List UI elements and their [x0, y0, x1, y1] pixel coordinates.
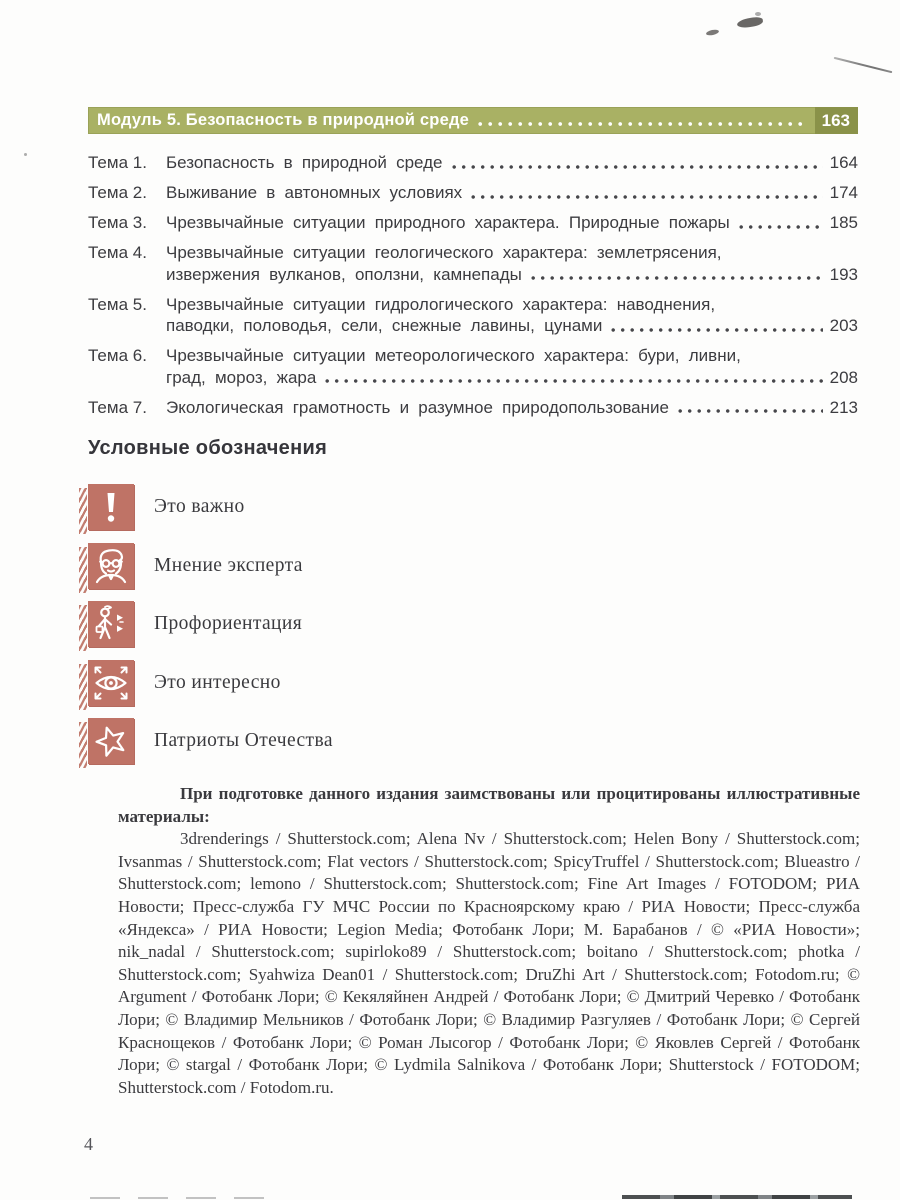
toc-item-page-number: 174 — [829, 183, 858, 202]
toc-item-label: Тема 1. — [88, 153, 147, 172]
dot-leader — [325, 375, 822, 384]
toc-item — [88, 182, 858, 204]
dot-leader — [471, 191, 822, 200]
credits-block — [118, 783, 860, 1099]
toc-item — [88, 212, 858, 234]
fringe-decoration — [79, 605, 87, 651]
fringe-decoration — [79, 722, 87, 768]
toc-item-label: Тема 5. — [88, 294, 147, 314]
dot-leader — [739, 221, 823, 230]
scan-edge-mark — [622, 1195, 852, 1199]
toc-item — [88, 242, 858, 285]
toc-item-label: Тема 3. — [88, 213, 147, 232]
pen-scratch-line — [834, 57, 893, 73]
toc-item-page-number: 193 — [829, 264, 858, 284]
toc-item-lastline — [166, 367, 858, 389]
toc-item-lastline — [166, 182, 858, 204]
toc-item-line: Чрезвычайные ситуации метеорологического характера: бури, ливни, — [166, 346, 741, 365]
expert-face-icon — [88, 543, 134, 589]
toc-item-label: Тема 7. — [88, 397, 147, 417]
toc-item-title — [166, 345, 858, 388]
module-title: Модуль 5. Безопасность в природной среде — [97, 111, 470, 129]
page-number: 4 — [84, 1134, 93, 1154]
toc-item-title — [166, 294, 858, 337]
scan-speck — [24, 153, 27, 156]
toc-item-line: Безопасность в природной среде — [166, 153, 443, 172]
toc-item-list — [88, 152, 858, 418]
legend-item-label: Мнение эксперта — [154, 554, 303, 576]
pen-smudge-mark — [737, 16, 764, 29]
toc-item-line: Экологическая грамотность и разумное природопользование — [166, 397, 669, 417]
toc-item-title — [166, 397, 858, 419]
dot-leader — [531, 272, 823, 281]
toc-item-title — [166, 182, 858, 204]
legend-item — [88, 718, 858, 764]
toc-item-line: Выживание в автономных условиях — [166, 183, 463, 202]
pen-smudge-mark — [706, 29, 720, 37]
toc-item-page-number: 164 — [829, 153, 858, 172]
star-icon — [88, 718, 134, 764]
toc-item-title — [166, 212, 858, 234]
legend-item — [88, 543, 858, 589]
toc-item — [88, 397, 858, 419]
legend-item-label: Это важно — [154, 496, 245, 517]
toc-item-label: Тема 4. — [88, 243, 147, 262]
dot-leader — [611, 324, 822, 333]
toc-item-line: град, мороз, жара — [166, 367, 317, 387]
pen-smudge-mark — [755, 12, 761, 16]
toc-item-lastline — [166, 264, 858, 286]
table-of-contents — [88, 107, 858, 427]
legend-item-label: Это интересно — [154, 671, 281, 693]
toc-item — [88, 152, 858, 174]
legend-item — [88, 660, 858, 706]
legend-item-label: Патриоты Отечества — [154, 730, 333, 751]
toc-item-page-number: 185 — [829, 213, 858, 232]
dot-leader — [452, 161, 823, 170]
career-person-icon — [88, 601, 134, 647]
toc-item-line: Чрезвычайные ситуации гидрологического характера: наводнения, — [166, 294, 716, 314]
legend-item-label: Профориентация — [154, 613, 303, 634]
fringe-decoration — [79, 547, 87, 593]
toc-item-lastline — [166, 397, 858, 419]
toc-item-line: паводки, половодья, сели, снежные лавины, цунами — [166, 316, 603, 335]
toc-item-page-number: 203 — [829, 316, 858, 335]
fringe-decoration — [79, 488, 87, 534]
dot-leader — [478, 118, 808, 127]
credits-body: 3drenderings / Shutterstock.com; Alena Nv / Shutterstock.com; Helen Bony / Shutterstock.com; Ivsanmas / Shutterstock.com; Flat vectors / Shutterstock.com; SpicyTruffel / Shutterstock.com; Blueastro / Shutterstock.com; lemono / Shutterstock.com; Shutterstock.com; Fine Art Images / FOTODOM; РИА Новости; Пресс-служба ГУ МЧС России по Красноярскому краю / РИА Новости; Пресс-служба «Яндекса» / РИА Новости; Legion Media; Фотобанк Лори; М. Барабанов / © «РИА Новости»; nik_nadal / Shutterstock.com; supirloko89 / Shutterstock.com; boitano / Shutterstock.com; photka / Shutterstock.com; Syahwiza Dean01 / Shutterstock.com; DruZhi Art / Shutterstock.com; Fotodom.ru; © Argument / Фотобанк Лори; © Кекяляйнен Андрей / Фотобанк Лори; © Дмитрий Черевко / Фотобанк Лори; © Владимир Мельников / Фотобанк Лори; © Владимир Разгуляев / Фотобанк Лори; © Сергей Краснощеков / Фотобанк Лори; © Роман Лысогор / Фотобанк Лори; © Яковлев Сергей / Фотобанк Лори; © stargal / Фотобанк Лори; © Lydmila Salnikova / Фотобанк Лори; Shutterstock / FOTODOM; Shutterstock.com / Fotodom.ru. — [118, 829, 860, 1097]
toc-item-lastline — [166, 152, 858, 174]
legend-heading: Условные обозначения — [88, 437, 328, 459]
toc-item-title — [166, 242, 858, 285]
toc-item-line: извержения вулканов, оползни, камнепады — [166, 264, 522, 284]
scan-edge-mark — [90, 1197, 270, 1199]
legend-item — [88, 601, 858, 647]
eye-icon — [88, 660, 134, 706]
toc-item-line: Чрезвычайные ситуации природного характера. Природные пожары — [166, 213, 730, 232]
legend-item-list — [88, 484, 858, 764]
toc-item-page-number: 213 — [829, 397, 858, 417]
toc-item-title — [166, 152, 858, 174]
toc-item-label: Тема 2. — [88, 183, 147, 202]
toc-item — [88, 345, 858, 388]
toc-item-page-number: 208 — [829, 367, 858, 387]
module-heading-bar — [88, 107, 858, 134]
credits-intro: При подготовке данного издания заимствованы или процитированы иллюстративные материалы: — [118, 784, 860, 826]
fringe-decoration — [79, 664, 87, 710]
exclamation-icon — [88, 484, 134, 530]
toc-item-lastline — [166, 212, 858, 234]
toc-item — [88, 294, 858, 337]
dot-leader — [678, 405, 823, 414]
toc-item-lastline — [166, 315, 858, 337]
legend-item — [88, 484, 858, 530]
legend-section — [88, 437, 858, 777]
module-page-number: 163 — [815, 107, 858, 134]
toc-item-line: Чрезвычайные ситуации геологического характера: землетрясения, — [166, 243, 722, 262]
toc-item-label: Тема 6. — [88, 346, 147, 365]
